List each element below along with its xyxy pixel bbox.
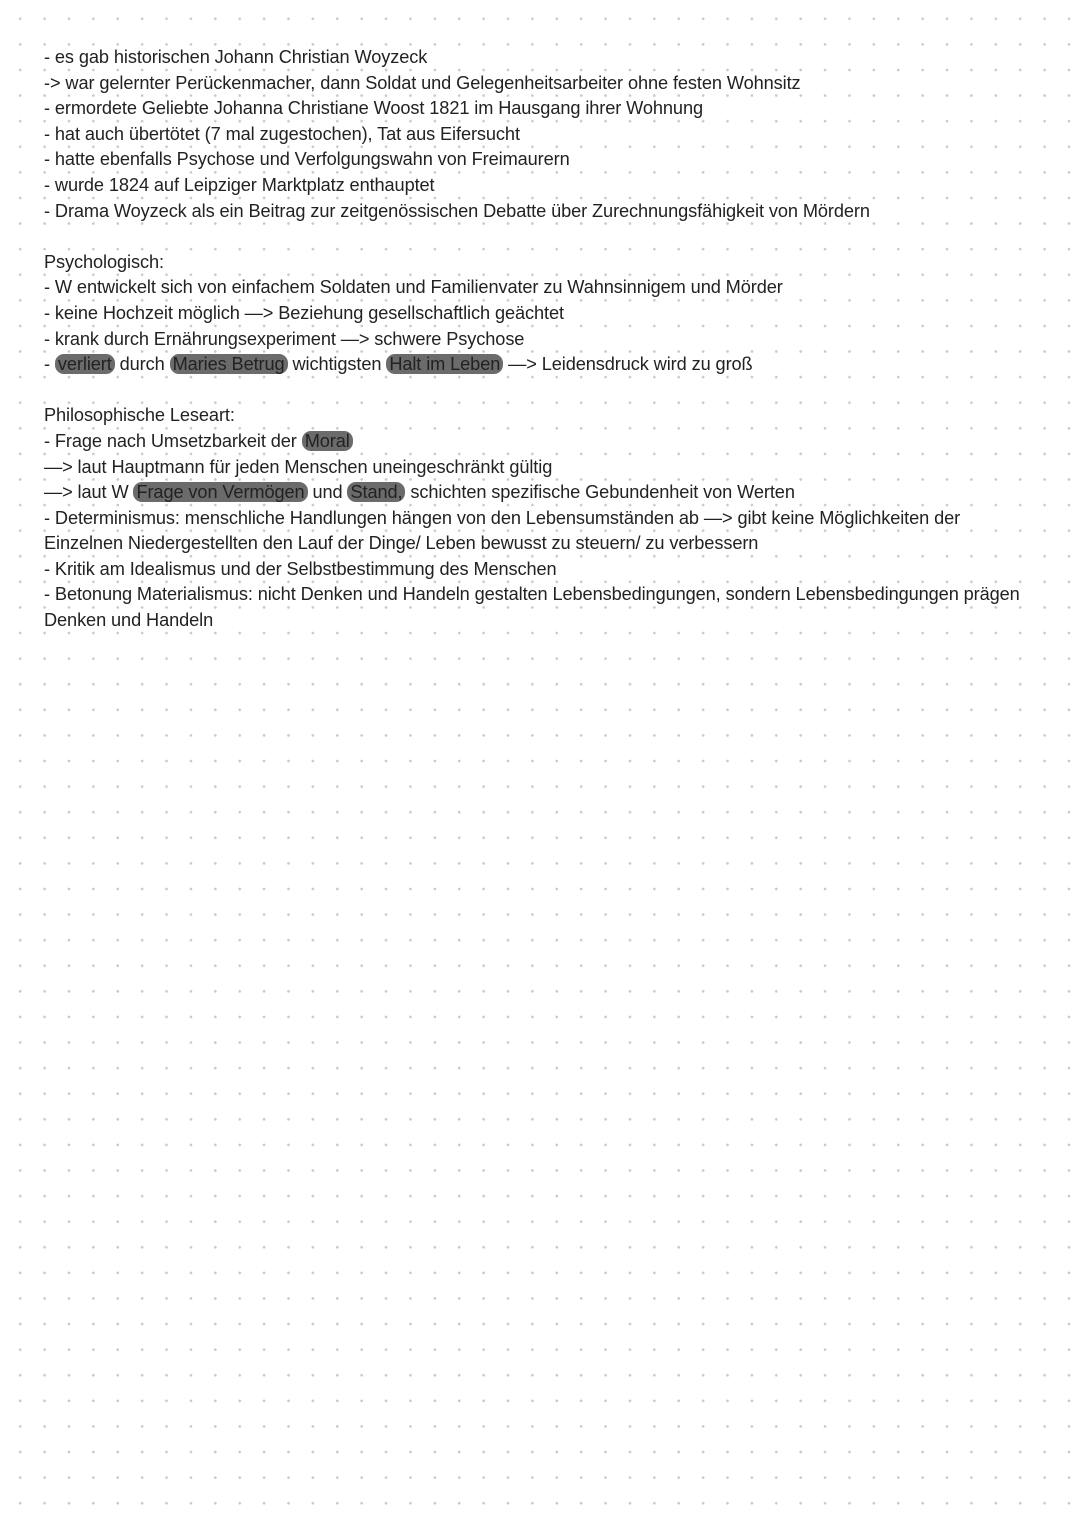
highlight: Maries Betrug xyxy=(170,354,288,374)
philo-section xyxy=(44,403,1044,633)
philo-heading: Philosophische Leseart: xyxy=(44,405,235,426)
highlight: verliert xyxy=(55,354,115,374)
psych-line: - W entwickelt sich von einfachem Soldaten und Familienvater zu Wahnsinnigem und Mörder xyxy=(44,277,783,298)
section-gap xyxy=(44,378,1044,404)
text: —> laut W xyxy=(44,482,134,503)
text: - xyxy=(44,354,55,375)
highlight: Moral xyxy=(302,431,353,451)
history-line: - es gab historischen Johann Christian Woyzeck xyxy=(44,47,428,67)
history-line: - hatte ebenfalls Psychose und Verfolgungswahn von Freimaurern xyxy=(44,149,570,170)
text: und xyxy=(307,482,348,503)
history-line: -> war gelernter Perückenmacher, dann Soldat und Gelegenheitsarbeiter ohne festen Wohnsitz xyxy=(44,72,801,93)
text: durch xyxy=(114,354,170,375)
history-section xyxy=(44,45,1044,224)
philo-line-highlighted xyxy=(44,429,1044,455)
highlight: Halt im Leben xyxy=(386,354,503,374)
highlight: Frage von Vermögen xyxy=(133,482,307,502)
note-page xyxy=(44,45,1044,634)
text: —> Leidensdruck wird zu groß xyxy=(503,354,753,375)
philo-line: - Betonung Materialismus: nicht Denken und Handeln gestalten Lebensbedingungen, sondern Lebensbedingungen prägen Denken und Handeln xyxy=(44,584,1020,631)
philo-line-highlighted xyxy=(44,480,1044,506)
psych-section xyxy=(44,250,1044,378)
section-gap xyxy=(44,224,1044,250)
history-line: - hat auch übertötet (7 mal zugestochen), Tat aus Eifersucht xyxy=(44,123,520,144)
philo-line: - Kritik am Idealismus und der Selbstbestimmung des Menschen xyxy=(44,558,557,579)
history-line: - ermordete Geliebte Johanna Christiane Woost 1821 im Hausgang ihrer Wohnung xyxy=(44,98,703,119)
psych-line-highlighted xyxy=(44,352,1044,378)
text: wichtigsten xyxy=(287,354,387,375)
text: - Frage nach Umsetzbarkeit der xyxy=(44,430,302,451)
history-line: - Drama Woyzeck als ein Beitrag zur zeitgenössischen Debatte über Zurechnungsfähigkeit von Mördern xyxy=(44,200,870,221)
psych-heading: Psychologisch: xyxy=(44,251,164,272)
highlight: Stand, xyxy=(347,482,405,502)
text: schichten spezifische Gebundenheit von Werten xyxy=(405,482,795,503)
history-line: - wurde 1824 auf Leipziger Marktplatz enthauptet xyxy=(44,174,435,195)
psych-line: - krank durch Ernährungsexperiment —> schwere Psychose xyxy=(44,328,525,349)
philo-line: —> laut Hauptmann für jeden Menschen uneingeschränkt gültig xyxy=(44,456,553,477)
psych-line: - keine Hochzeit möglich —> Beziehung gesellschaftlich geächtet xyxy=(44,302,564,323)
philo-line: - Determinismus: menschliche Handlungen hängen von den Lebensumständen ab —> gibt keine Möglichkeiten der Einzelnen Niedergestellten den Lauf der Dinge/ Leben bewusst zu steuern/ zu verbessern xyxy=(44,507,961,554)
